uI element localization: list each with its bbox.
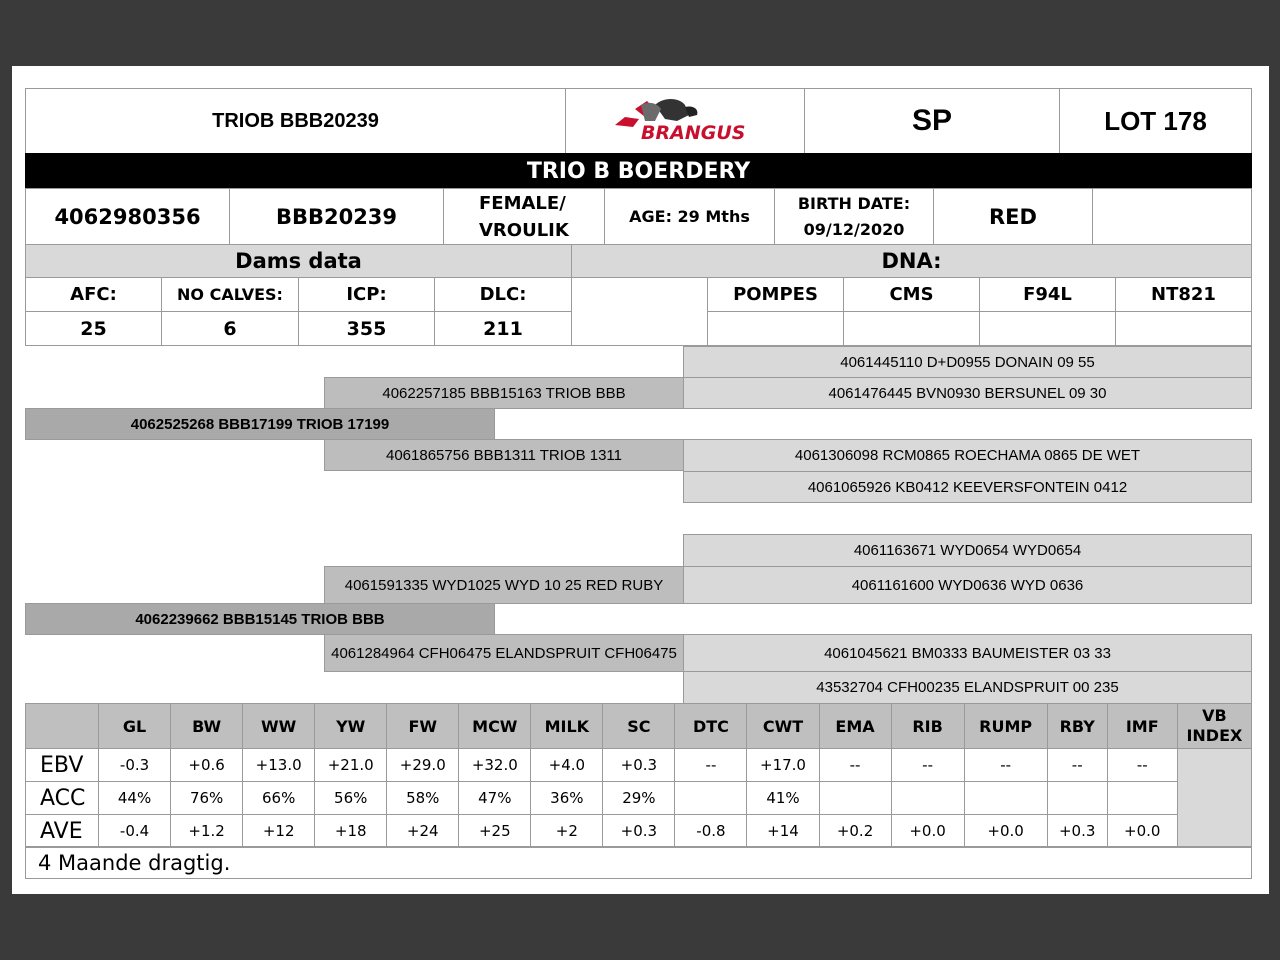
pedigree-sire: 4062525268 BBB17199 TRIOB 17199: [25, 408, 495, 440]
acc-cell: 47%: [459, 782, 531, 815]
age-cell: [604, 188, 775, 245]
birth-date: BIRTH DATE: 09/12/2020: [797, 193, 911, 239]
pedigree-dam-sire: 4061591335 WYD1025 WYD 10 25 RED RUBY: [324, 566, 684, 604]
dams-title-cell: [25, 244, 572, 278]
age: AGE: 29 Mths: [629, 207, 750, 226]
ave-cell: +18: [315, 815, 387, 848]
ebv-col-header-vb-index: VB INDEX: [1177, 704, 1251, 749]
lot-number: LOT 178: [1104, 105, 1207, 136]
acc-row-label: ACC: [26, 782, 99, 815]
acc-cell: 44%: [99, 782, 171, 815]
dna-title-cell: [571, 244, 1252, 278]
ebv-cell: --: [1047, 749, 1107, 782]
lot-cell: [1059, 88, 1252, 154]
sex: FEMALE/ VROULIK: [479, 192, 569, 241]
ebv-col-header: MCW: [459, 704, 531, 749]
acc-cell: [1107, 782, 1177, 815]
ebv-cell: -0.3: [99, 749, 171, 782]
acc-cell: 76%: [171, 782, 243, 815]
pedigree-sire-sire-sire: 4061445110 D+D0955 DONAIN 09 55: [683, 346, 1252, 378]
ave-cell: +1.2: [171, 815, 243, 848]
ave-cell: +24: [387, 815, 459, 848]
colour-cell: [933, 188, 1093, 245]
ave-cell: +0.3: [603, 815, 675, 848]
pedigree-dam-dam-sire: 4061045621 BM0333 BAUMEISTER 03 33: [683, 634, 1252, 672]
ebv-cell: +29.0: [387, 749, 459, 782]
dams-value-dlc: 211: [434, 311, 572, 346]
animal-id: TRIOB BBB20239: [212, 109, 379, 132]
grade: SP: [911, 104, 953, 137]
ave-cell: +14: [747, 815, 819, 848]
ave-cell: +2: [531, 815, 603, 848]
ave-cell: -0.4: [99, 815, 171, 848]
pedigree-sire-dam-sire: 4061306098 RCM0865 ROECHAMA 0865 DE WET: [683, 439, 1252, 472]
grade-cell: [804, 88, 1060, 154]
animal-id-cell: [25, 88, 566, 154]
ave-cell: +0.0: [964, 815, 1047, 848]
acc-cell: [675, 782, 747, 815]
ebv-col-header: GL: [99, 704, 171, 749]
pedigree-sire-dam-dam: 4061065926 KB0412 KEEVERSFONTEIN 0412: [683, 471, 1252, 503]
logo-cell: [565, 88, 805, 154]
dams-title: Dams data: [235, 249, 362, 273]
ebv-cell: +4.0: [531, 749, 603, 782]
ebv-table: [25, 703, 1252, 848]
pedigree-sire-sire: 4062257185 BBB15163 TRIOB BBB: [324, 377, 684, 409]
dams-header-icp: ICP:: [298, 277, 435, 312]
acc-cell: [891, 782, 964, 815]
ebv-col-header: EMA: [819, 704, 891, 749]
pedigree-dam: 4062239662 BBB15145 TRIOB BBB: [25, 603, 495, 635]
birth-date-cell: [774, 188, 934, 245]
tag: BBB20239: [275, 204, 398, 229]
ebv-cell: --: [675, 749, 747, 782]
extra-cell: [1092, 188, 1252, 245]
ebv-col-header: IMF: [1107, 704, 1177, 749]
ebv-col-header: FW: [387, 704, 459, 749]
dna-value-cms: [843, 311, 980, 346]
acc-cell: [964, 782, 1047, 815]
dams-value-calves: 6: [161, 311, 299, 346]
ave-cell: +25: [459, 815, 531, 848]
acc-row: [26, 782, 1252, 815]
pedigree-sire-sire-dam: 4061476445 BVN0930 BERSUNEL 09 30: [683, 377, 1252, 409]
logo-text: BRANGUS: [641, 122, 746, 144]
dams-value-icp: 355: [298, 311, 435, 346]
ebv-cell: +0.6: [171, 749, 243, 782]
breeder-name: TRIO B BOERDERY: [526, 158, 751, 184]
acc-cell: 29%: [603, 782, 675, 815]
ave-cell: +0.0: [891, 815, 964, 848]
ave-cell: +0.3: [1047, 815, 1107, 848]
ebv-col-header: RBY: [1047, 704, 1107, 749]
reg-no-cell: [25, 188, 230, 245]
ave-row: [26, 815, 1252, 848]
acc-cell: 58%: [387, 782, 459, 815]
acc-cell: [1047, 782, 1107, 815]
dams-header-afc: AFC:: [25, 277, 162, 312]
ave-cell: +12: [243, 815, 315, 848]
pedigree-dam-sire-dam: 4061161600 WYD0636 WYD 0636: [683, 566, 1252, 604]
ebv-row: [26, 749, 1252, 782]
ebv-col-header: CWT: [747, 704, 819, 749]
ebv-col-header: MILK: [531, 704, 603, 749]
ebv-cell: +21.0: [315, 749, 387, 782]
ebv-cell: --: [819, 749, 891, 782]
ebv-col-header: BW: [171, 704, 243, 749]
notes-cell: [25, 846, 1252, 879]
pedigree-dam-dam-dam: 43532704 CFH00235 ELANDSPRUIT 00 235: [683, 671, 1252, 704]
pedigree-dam-dam: 4061284964 CFH06475 ELANDSPRUIT CFH06475: [324, 634, 684, 672]
dna-value-pompes: [707, 311, 844, 346]
dna-value-nt821: [1115, 311, 1252, 346]
ebv-col-header: WW: [243, 704, 315, 749]
ebv-col-header: DTC: [675, 704, 747, 749]
ebv-corner: [26, 704, 99, 749]
acc-cell: 56%: [315, 782, 387, 815]
ebv-cell: +17.0: [747, 749, 819, 782]
ebv-row-label: EBV: [26, 749, 99, 782]
ave-cell: +0.2: [819, 815, 891, 848]
ave-row-label: AVE: [26, 815, 99, 848]
ebv-col-header: YW: [315, 704, 387, 749]
acc-cell: [819, 782, 891, 815]
acc-cell: 66%: [243, 782, 315, 815]
ebv-col-header: RUMP: [964, 704, 1047, 749]
reg-no: 4062980356: [54, 204, 201, 229]
tag-cell: [229, 188, 444, 245]
ebv-col-header: RIB: [891, 704, 964, 749]
ebv-cell: --: [1107, 749, 1177, 782]
dna-title: DNA:: [881, 249, 942, 273]
colour: RED: [989, 204, 1037, 229]
pedigree-dam-sire-sire: 4061163671 WYD0654 WYD0654: [683, 534, 1252, 567]
pedigree-sire-dam: 4061865756 BBB1311 TRIOB 1311: [324, 439, 684, 471]
ebv-cell: --: [964, 749, 1047, 782]
dams-header-dlc: DLC:: [434, 277, 572, 312]
dna-blank-cell: [571, 277, 708, 346]
sex-cell: [443, 188, 605, 245]
dna-header-f94l: F94L: [979, 277, 1116, 312]
dna-value-f94l: [979, 311, 1116, 346]
ave-cell: +0.0: [1107, 815, 1177, 848]
breeder-bar: [25, 153, 1252, 189]
dams-header-calves: NO CALVES:: [161, 277, 299, 312]
ebv-col-header: SC: [603, 704, 675, 749]
dna-header-nt821: NT821: [1115, 277, 1252, 312]
notes: 4 Maande dragtig.: [38, 850, 231, 875]
ave-cell: -0.8: [675, 815, 747, 848]
ebv-cell: --: [891, 749, 964, 782]
acc-cell: 36%: [531, 782, 603, 815]
ebv-cell: +13.0: [243, 749, 315, 782]
brangus-logo: [605, 95, 765, 147]
ebv-cell: +32.0: [459, 749, 531, 782]
acc-cell: 41%: [747, 782, 819, 815]
ebv-cell: +0.3: [603, 749, 675, 782]
vb-index-value: [1177, 749, 1251, 848]
ebv-header-row: [26, 704, 1252, 749]
dams-value-afc: 25: [25, 311, 162, 346]
dna-header-cms: CMS: [843, 277, 980, 312]
dna-header-pompes: POMPES: [707, 277, 844, 312]
